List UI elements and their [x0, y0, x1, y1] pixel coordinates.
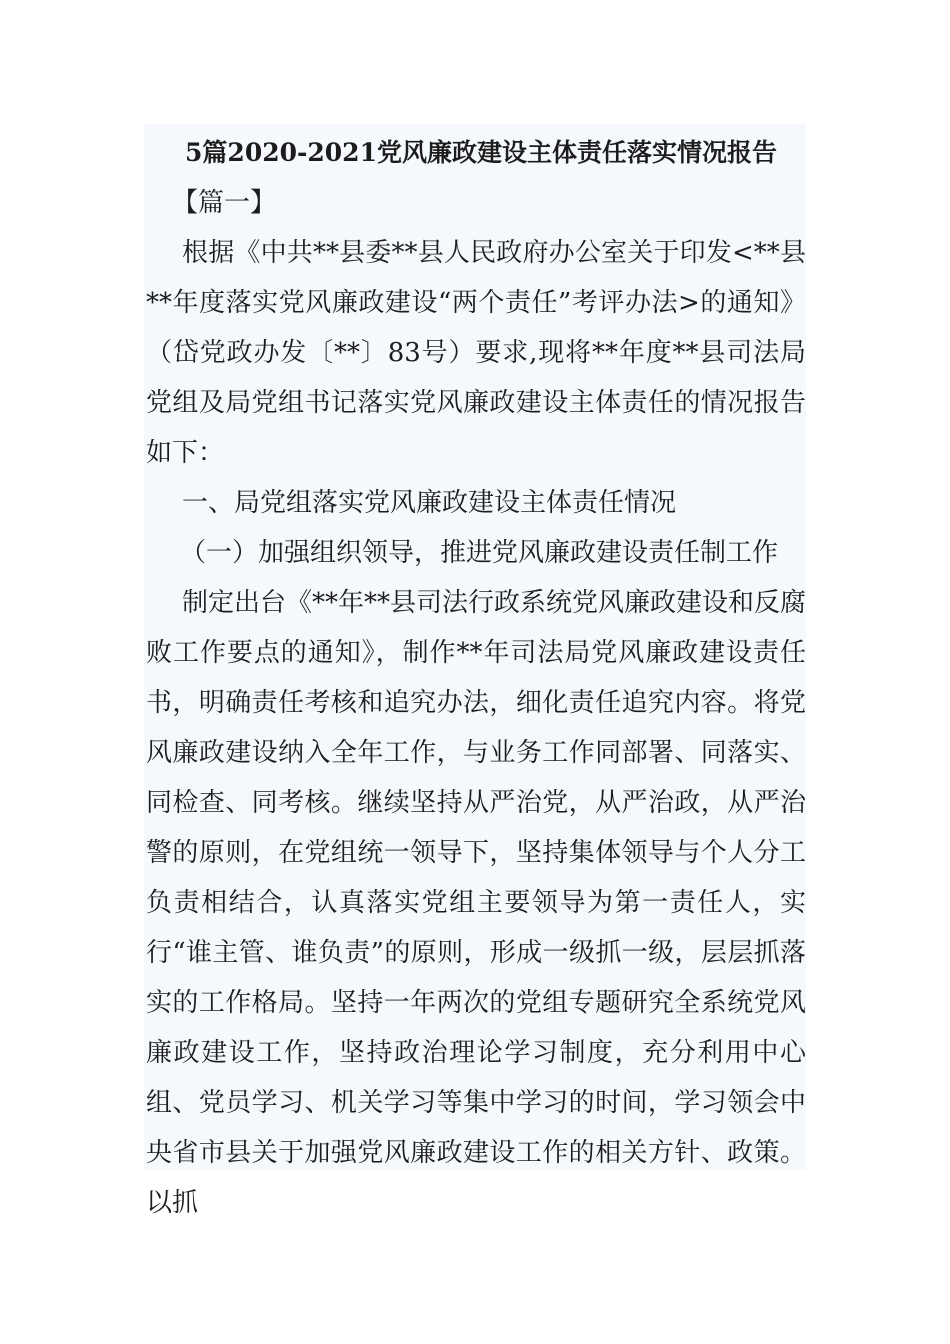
section-subheading: （一）加强组织领导，推进党风廉政建设责任制工作 — [180, 538, 779, 568]
section-tag: 【篇一】 — [172, 188, 277, 218]
intro-paragraph: 根据《中共**县委**县人民政府办公室关于印发<**县**年度落实党风廉政建设“两个责任”考评办法>的通知》（岱党政办发〔**〕83号）要求,现将**年度**县司法局党组及局党组书记落实党风廉政建设主体责任的情况报告如下： — [146, 238, 806, 468]
document-text-block — [144, 124, 807, 1218]
document-title: 5篇2020-2021党风廉政建设主体责任落实情况报告 — [185, 138, 777, 167]
body-paragraph: 制定出台《**年**县司法行政系统党风廉政建设和反腐败工作要点的通知》，制作**年司法局党风廉政建设责任书，明确责任考核和追究办法，细化责任追究内容。将党风廉政建设纳入全年工作，与业务工作同部署、同落实、同检查、同考核。继续坚持从严治党，从严治政，从严治警的原则，在党组统一领导下，坚持集体领导与个人分工负责相结合，认真落实党组主要领导为第一责任人，实行“谁主管、谁负责”的原则，形成一级抓一级，层层抓落实的工作格局。坚持一年两次的党组专题研究全系统党风廉政建设工作，坚持政治理论学习制度，充分利用中心组、党员学习、机关学习等集中学习的时间，学习领会中央省市县关于加强党风廉政建设工作的相关方针、政策。以抓 — [146, 588, 807, 1218]
section-heading: 一、局党组落实党风廉政建设主体责任情况 — [182, 488, 677, 518]
